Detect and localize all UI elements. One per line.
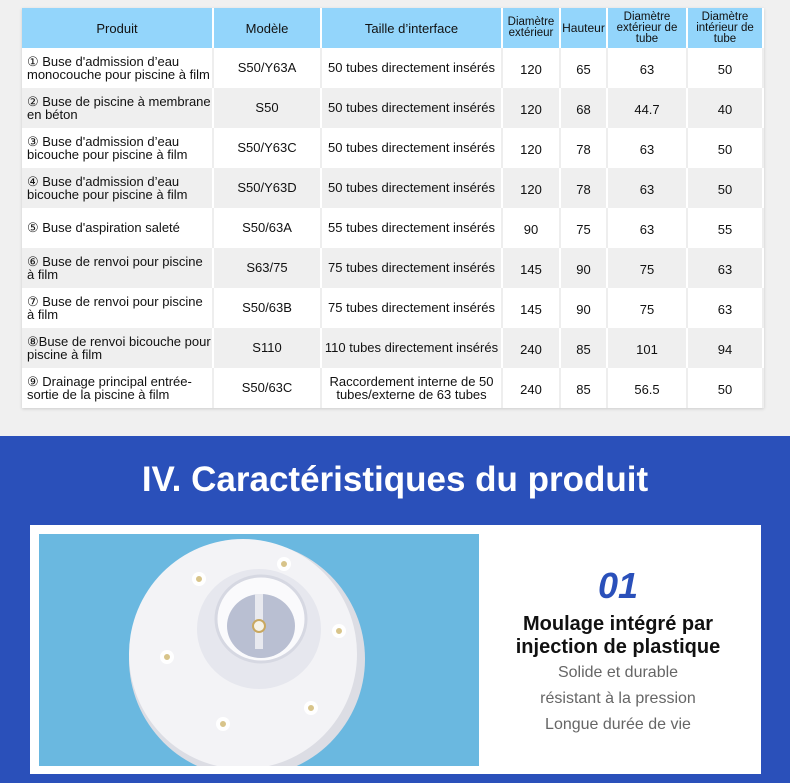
table-cell: ⑧Buse de renvoi bicouche pour piscine à film	[22, 328, 213, 368]
table-cell: 68	[560, 88, 607, 128]
table-row	[22, 288, 763, 328]
table-header	[22, 8, 763, 48]
table-cell: 240	[502, 368, 560, 408]
table-row	[22, 328, 763, 368]
table-cell: 90	[502, 208, 560, 248]
table-cell: 85	[560, 368, 607, 408]
table-cell: 85	[560, 328, 607, 368]
column-header: Diamètre extérieur	[502, 8, 560, 48]
column-header: Hauteur	[560, 8, 607, 48]
table-row	[22, 128, 763, 168]
table-cell: 50	[687, 48, 763, 88]
table-cell: 50	[687, 368, 763, 408]
table-cell: 90	[560, 248, 607, 288]
table-cell: 50 tubes directement insérés	[321, 88, 502, 128]
table-row	[22, 88, 763, 128]
column-header: Taille d’interface	[321, 8, 502, 48]
table-cell: 145	[502, 248, 560, 288]
table-cell: 94	[687, 328, 763, 368]
table-cell: 55	[687, 208, 763, 248]
table-cell: ⑤ Buse d'aspiration saleté	[22, 208, 213, 248]
product-photo	[39, 534, 479, 766]
table-cell: 75	[607, 288, 687, 328]
table-cell: 110 tubes directement insérés	[321, 328, 502, 368]
table-cell: 75 tubes directement insérés	[321, 288, 502, 328]
spec-table	[22, 8, 764, 408]
table-cell: 55 tubes directement insérés	[321, 208, 502, 248]
table-row	[22, 248, 763, 288]
table-cell: 50 tubes directement insérés	[321, 168, 502, 208]
table-cell: 63	[607, 128, 687, 168]
section-title: IV. Caractéristiques du produit	[141, 460, 649, 499]
table-cell: 101	[607, 328, 687, 368]
table-cell: 50 tubes directement insérés	[321, 48, 502, 88]
table-cell: 63	[607, 168, 687, 208]
table-cell: Raccordement interne de 50 tubes/externe de 63 tubes	[321, 368, 502, 408]
column-header: Diamètre intérieur de tube	[687, 8, 763, 48]
table-cell: 75	[560, 208, 607, 248]
table-cell: 40	[687, 88, 763, 128]
table-cell: S50	[213, 88, 321, 128]
table-row	[22, 168, 763, 208]
table-cell: 63	[607, 208, 687, 248]
table-cell: S63/75	[213, 248, 321, 288]
table-cell: 63	[687, 248, 763, 288]
table-cell: 120	[502, 168, 560, 208]
table-cell: ③ Buse d'admission d’eau bicouche pour piscine à film	[22, 128, 213, 168]
feature-point: résistant à la pression	[540, 690, 696, 707]
table-cell: 145	[502, 288, 560, 328]
table-cell: 120	[502, 128, 560, 168]
table-cell: 44.7	[607, 88, 687, 128]
table-cell: S50/Y63D	[213, 168, 321, 208]
table-cell: 120	[502, 48, 560, 88]
table-cell: S50/Y63C	[213, 128, 321, 168]
column-header: Diamètre extérieur de tube	[607, 8, 687, 48]
table-cell: S50/63B	[213, 288, 321, 328]
table-cell: 56.5	[607, 368, 687, 408]
table-cell: 78	[560, 168, 607, 208]
table-cell: ④ Buse d'admission d’eau bicouche pour piscine à film	[22, 168, 213, 208]
table-cell: 50	[687, 168, 763, 208]
table-cell: S50/Y63A	[213, 48, 321, 88]
feature-number: 01	[597, 565, 639, 606]
table-cell: 90	[560, 288, 607, 328]
table-cell: 63	[607, 48, 687, 88]
feature-point: Solide et durable	[557, 664, 679, 681]
table-cell: 75	[607, 248, 687, 288]
table-cell: 63	[687, 288, 763, 328]
table-row	[22, 208, 763, 248]
table-cell: 65	[560, 48, 607, 88]
table-cell: 78	[560, 128, 607, 168]
table-row	[22, 368, 763, 408]
table-cell: ① Buse d'admission d’eau monocouche pour piscine à film	[22, 48, 213, 88]
table-cell: 50 tubes directement insérés	[321, 128, 502, 168]
feature-point: Longue durée de vie	[545, 716, 691, 733]
table-cell: ② Buse de piscine à membrane en béton	[22, 88, 213, 128]
feature-heading: Moulage intégré par injection de plastique	[515, 613, 721, 658]
table-cell: 120	[502, 88, 560, 128]
table-row	[22, 48, 763, 88]
table-cell: 240	[502, 328, 560, 368]
column-header: Produit	[22, 8, 213, 48]
table-cell: S110	[213, 328, 321, 368]
table-cell: 75 tubes directement insérés	[321, 248, 502, 288]
table-cell: ⑥ Buse de renvoi pour piscine à film	[22, 248, 213, 288]
table-cell: S50/63A	[213, 208, 321, 248]
feature-card	[30, 525, 761, 774]
table-cell: ⑦ Buse de renvoi pour piscine à film	[22, 288, 213, 328]
table-cell: ⑨ Drainage principal entrée-sortie de la piscine à film	[22, 368, 213, 408]
column-header: Modèle	[213, 8, 321, 48]
table-cell: 50	[687, 128, 763, 168]
table-cell: S50/63C	[213, 368, 321, 408]
